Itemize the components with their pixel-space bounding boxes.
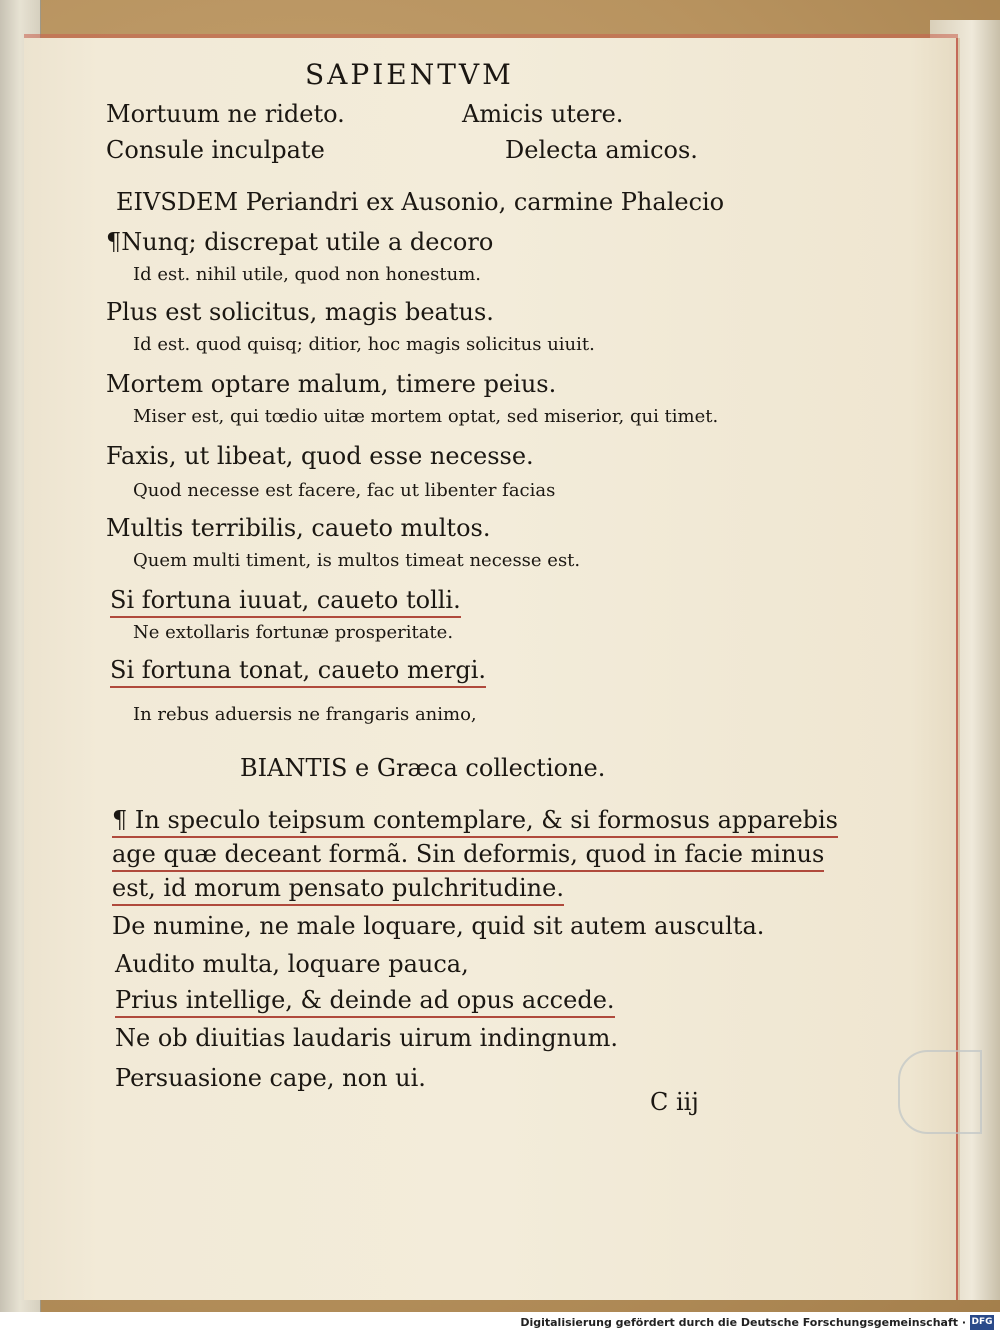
periander-line-underlined: Si fortuna iuuat, caueto tolli. [110, 586, 461, 618]
bias-line: Audito multa, loquare pauca, [115, 950, 469, 978]
periander-gloss: In rebus aduersis ne frangaris animo, [133, 704, 477, 725]
funding-credit: Digitalisierung gefördert durch die Deutsche Forschungsgemeinschaft · [520, 1316, 966, 1329]
periander-line: ¶Nunq; discrepat utile a decoro [106, 228, 494, 256]
periander-line: Multis terribilis, caueto multos. [106, 514, 491, 542]
periander-line: Faxis, ut libeat, quod esse necesse. [106, 442, 534, 470]
periander-gloss: Miser est, qui tœdio uitæ mortem optat, sed miserior, qui timet. [133, 406, 719, 427]
signature-mark: C iij [650, 1088, 699, 1116]
periander-gloss: Quod necesse est facere, fac ut libenter facias [133, 480, 556, 501]
bias-line: De numine, ne male loquare, quid sit autem ausculta. [112, 912, 765, 940]
bias-line-underlined: ¶ In speculo teipsum contemplare, & si formosus apparebis [112, 806, 838, 838]
periander-gloss: Id est. quod quisq; ditior, hoc magis solicitus uiuit. [133, 334, 595, 355]
periander-line: Mortem optare malum, timere peius. [106, 370, 557, 398]
periander-gloss: Quem multi timent, is multos timeat necesse est. [133, 550, 581, 571]
periander-line-underlined: Si fortuna tonat, caueto mergi. [110, 656, 486, 688]
periander-gloss: Ne extollaris fortunæ prosperitate. [133, 622, 454, 643]
bias-line-underlined: est, id morum pensato pulchritudine. [112, 874, 564, 906]
bias-line-underlined: Prius intellige, & deinde ad opus accede. [115, 986, 615, 1018]
periander-line: Plus est solicitus, magis beatus. [106, 298, 494, 326]
periander-heading: EIVSDEM Periandri ex Ausonio, carmine Phalecio [116, 188, 725, 216]
bias-line: Ne ob diuitias laudaris uirum indingnum. [115, 1024, 618, 1052]
periander-gloss: Id est. nihil utile, quod non honestum. [133, 264, 482, 285]
intro-line-1-left: Mortuum ne rideto. [106, 100, 345, 128]
bias-line-underlined: age quæ deceant formã. Sin deformis, quod in facie minus [112, 840, 824, 872]
intro-line-2-left: Consule inculpate [106, 136, 325, 164]
dfg-logo-icon: DFG [970, 1315, 994, 1330]
clip-mark [898, 1050, 982, 1134]
bias-line: Persuasione cape, non ui. [115, 1064, 426, 1092]
intro-line-1-right: Amicis utere. [462, 100, 624, 128]
digitization-footer [0, 1312, 1000, 1335]
bias-heading: BIANTIS e Græca collectione. [240, 754, 606, 782]
running-title: SAPIENTVM [305, 58, 514, 91]
intro-line-2-right: Delecta amicos. [505, 136, 698, 164]
